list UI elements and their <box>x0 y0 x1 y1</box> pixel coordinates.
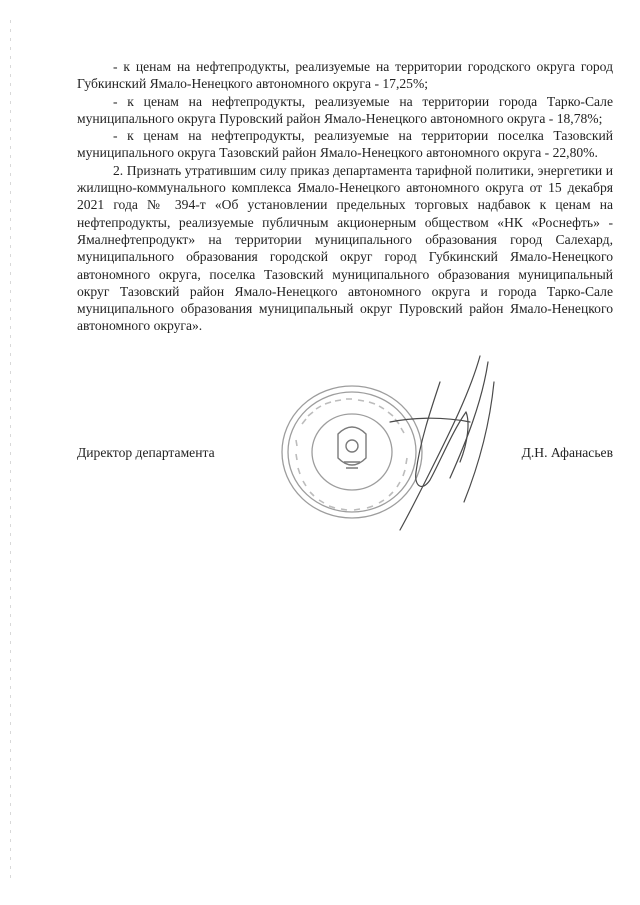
paragraph-gubkinsky: - к ценам на нефтепродукты, реализуемые на территории городского округа город Губкинский Ямало-Ненецкого автономного округа - 17,25%; <box>77 59 613 92</box>
paragraph-repeal-order: 2. Признать утратившим силу приказ департамента тарифной политики, энергетики и жилищно-коммунального комплекса Ямало-Ненецкого автономного округа от 15 декабря 2021 года № 394-т «Об установлении предельных торговых надбавок к ценам на нефтепродукты, реализуемые публичным акционерным обществом «НК «Роснефть» - Ямалнефтепродукт» на территории муниципального образования город Салехард, муниципального образования городской округ город Губкинский Ямало-Ненецкого автономного округа, поселка Тазовский муниципального образования муниципальный округ Тазовский район Ямало-Ненецкого автономного округа и города Тарко-Сале муниципального образования муниципальный округ Пуровский район Ямало-Ненецкого автономного округа». <box>77 162 613 334</box>
handwritten-signature-icon <box>370 352 510 542</box>
document-body <box>77 58 613 335</box>
signatory-title: Директор департамента <box>77 445 215 460</box>
scan-edge-line <box>10 20 11 880</box>
signatory-name: Д.Н. Афанасьев <box>521 445 613 460</box>
paragraph-tazovsky: - к ценам на нефтепродукты, реализуемые на территории поселка Тазовский муниципального округа Тазовский район Ямало-Ненецкого автономного округа - 22,80%. <box>77 128 613 161</box>
paragraph-tarko-sale: - к ценам на нефтепродукты, реализуемые на территории города Тарко-Сале муниципального округа Пуровский район Ямало-Ненецкого автономного округа - 18,78%; <box>77 93 613 126</box>
